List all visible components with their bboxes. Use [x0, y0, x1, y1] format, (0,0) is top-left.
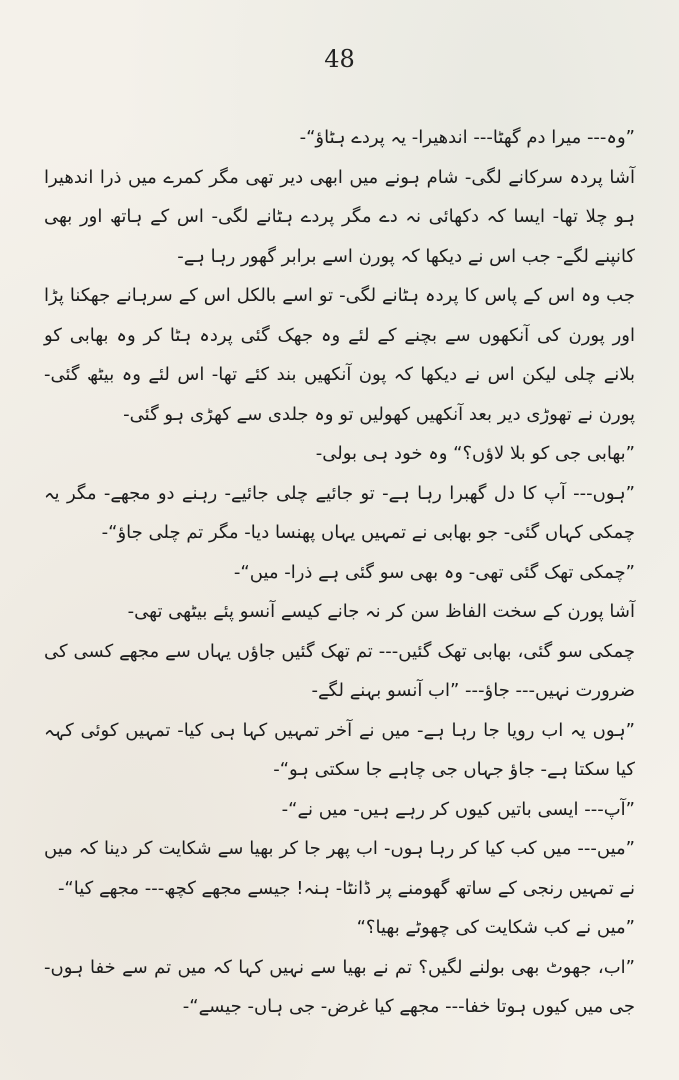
- paragraph: ”ہوں--- آپ کا دل گھبرا رہا ہے- تو جائیے چلی جائیے- رہنے دو مجھے- مگر یہ چمکی کہاں گئی- جو بھابی نے تمہیں یہاں پھنسا دیا- مگر تم چلی جاؤ“-: [44, 482, 635, 543]
- paragraph: ”میں نے کب شکایت کی چھوٹے بھیا؟“: [356, 917, 635, 938]
- paragraph: چمکی سو گئی، بھابی تھک گئیں--- تم تھک گئیں جاؤں یہاں سے مجھے کسی کی ضرورت نہیں--- جاؤ--- ”اب آنسو بہنے لگے-: [44, 640, 635, 701]
- paragraph: ”ہوں یہ اب رویا جا رہا ہے- میں نے آخر تمہیں کہا ہی کیا- تمہیں کوئی کہہ کیا سکتا ہے- جاؤ جہاں جی چاہے جا سکتی ہو“-: [44, 719, 635, 780]
- paragraph: آشا پورن کے سخت الفاظ سن کر نہ جانے کیسے آنسو پئے بیٹھی تھی-: [127, 601, 635, 622]
- paragraph: ”بھابی جی کو بلا لاؤں؟“ وہ خود ہی بولی-: [315, 443, 635, 464]
- page-number: 48: [324, 45, 355, 73]
- paragraph: ”چمکی تھک گئی تھی- وہ بھی سو گئی ہے ذرا- میں“-: [233, 561, 635, 583]
- paragraph: ”اب، جھوٹ بھی بولنے لگیں؟ تم نے بھیا سے نہیں کہا کہ میں تم سے خفا ہوں- جی میں کیوں ہوتا خفا--- مجھے کیا غرض- جی ہاں- جیسے“-: [44, 956, 635, 1017]
- page-body: [44, 118, 635, 1027]
- paragraph: جب وہ اس کے پاس کا پردہ ہٹانے لگی- تو اسے بالکل اس کے سرہانے جھکنا پڑا اور پورن کی آنکھوں سے بچنے کے لئے وہ جھک گئی پردہ ہٹا کر وہ بھابی کو بلانے چلی لیکن اس نے دیکھا کہ پون آنکھیں بند کئے تھا- اس لئے وہ بیٹھ گئی- پورن نے تھوڑی دیر بعد آنکھیں کھولیں تو وہ جلدی سے کھڑی ہو گئی-: [44, 285, 635, 425]
- paragraph: ”وہ--- میرا دم گھٹا--- اندھیرا- یہ پردے ہٹاؤ“-: [299, 127, 635, 148]
- paragraph: آشا پردہ سرکانے لگی- شام ہونے میں ابھی دیر تھی مگر کمرے میں ذرا اندھیرا ہو چلا تھا- ایسا کہ دکھائی نہ دے مگر پردے ہٹانے لگی- اس کے ہاتھ اور بھی کانپنے لگے- جب اس نے دیکھا کہ پورن اسے برابر گھور رہا ہے-: [44, 166, 635, 267]
- paragraph: ”آپ--- ایسی باتیں کیوں کر رہے ہیں- میں نے“-: [281, 798, 635, 820]
- paragraph: ”میں--- میں کب کیا کر رہا ہوں- اب پھر جا کر بھیا سے شکایت کر دینا کہ میں نے تمہیں رنجی کے ساتھ گھومنے پر ڈانٹا- ہنہ! جیسے مجھے کچھ--- مجھے کیا“-: [44, 838, 635, 899]
